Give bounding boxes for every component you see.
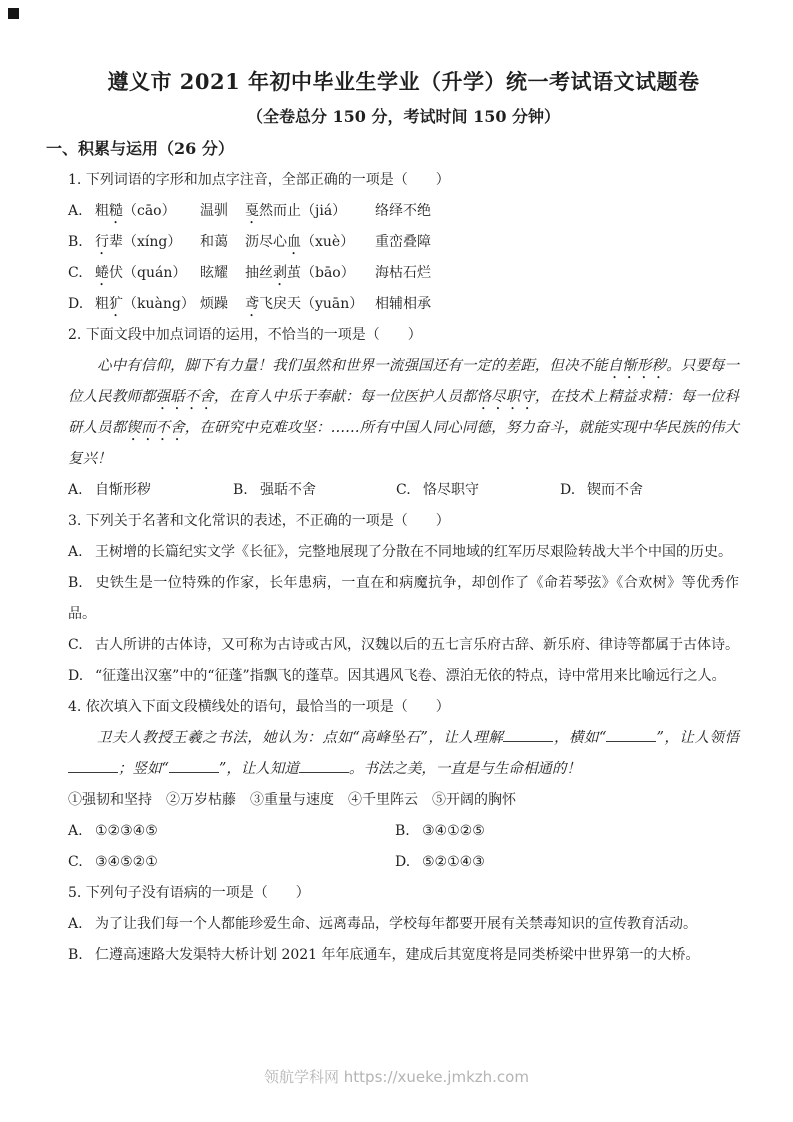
word-text: 抽丝	[245, 265, 273, 281]
option-label: D.	[68, 296, 84, 312]
option-text: 恪尽职守	[423, 482, 479, 498]
word	[245, 203, 346, 219]
q2-option	[560, 475, 739, 506]
word-text: （cāo）	[123, 203, 176, 219]
q3-option	[68, 661, 739, 692]
dotted-phrase: 自惭形秽	[607, 358, 667, 374]
passage-text: ；竖如“	[118, 761, 169, 777]
q1-word	[95, 196, 200, 227]
dotted-char: 犷	[109, 296, 123, 312]
q4-option	[68, 816, 395, 847]
option-label: A.	[68, 916, 83, 932]
dotted-phrase: 强聒不舍	[155, 389, 214, 405]
q1-word	[200, 258, 245, 289]
fill-in-blank	[503, 727, 553, 742]
dotted-char: 蜷	[95, 265, 109, 281]
passage-text: ，在研究中克难攻坚：……所有中国人同心同德，努力奋斗，就能实现中华民族的伟大复兴！	[68, 420, 740, 467]
option-label: B.	[68, 234, 83, 250]
q4-stem: 4. 依次填入下面文段横线处的语句，最恰当的一项是（ ）	[68, 699, 450, 715]
q5-option	[68, 940, 739, 971]
option-label: D.	[395, 854, 411, 870]
word	[95, 296, 195, 312]
q3-option	[68, 568, 739, 630]
page-subtitle: （全卷总分 150 分，考试时间 150 分钟）	[246, 107, 561, 126]
word-text: 辈（xíng）	[109, 234, 182, 250]
fill-in-blank	[169, 758, 219, 773]
option-label: C.	[396, 482, 411, 498]
q1-word	[95, 258, 200, 289]
word: 温驯	[200, 203, 228, 219]
q3-option	[68, 537, 739, 568]
dotted-char: 血	[287, 234, 301, 250]
option-text: 古人所讲的古体诗，又可称为古诗或古风，汉魏以后的五七言乐府古辞、新乐府、律诗等都属于古体诗。	[95, 637, 739, 653]
option-text: 为了让我们每一个人都能珍爱生命、远离毒品，学校每年都要开展有关禁毒知识的宣传教育活动。	[95, 916, 697, 932]
q4-passage	[68, 723, 739, 785]
q1-word	[200, 289, 245, 320]
option-label: B.	[68, 575, 83, 591]
q1-word	[245, 227, 375, 258]
watermark: 领航学科网 https://xueke.jmkzh.com	[264, 1068, 529, 1086]
dotted-char: 行	[95, 234, 109, 250]
q5-option	[68, 909, 739, 940]
corner-mark	[8, 8, 19, 19]
word	[245, 296, 363, 312]
option-text: ③④⑤②①	[95, 854, 158, 870]
q4-option	[395, 847, 739, 878]
q2-option	[396, 475, 560, 506]
word-text: （xuè）	[301, 234, 355, 250]
word-text: 粗	[95, 203, 109, 219]
q2-option	[68, 475, 233, 506]
q1-word	[245, 196, 375, 227]
passage-text: ，在技术上精益求精：每一位科研人员都	[68, 389, 740, 436]
word	[95, 234, 181, 250]
q3-stem: 3. 下列关于名著和文化常识的表述，不正确的一项是（ ）	[68, 513, 450, 529]
q1-word	[95, 227, 200, 258]
option-text: 仁遵高速路大发渠特大桥计划 2021 年年底通车，建成后其宽度将是同类桥梁中世界第一的大桥。	[95, 947, 700, 963]
q1-option-row	[68, 196, 739, 227]
word: 重峦叠障	[375, 234, 431, 250]
passage-text: 。只要每一位人民教师都	[68, 358, 740, 405]
q1-word	[375, 289, 739, 320]
option-text: ①②③④⑤	[95, 823, 158, 839]
section-heading: 一、积累与运用（26 分）	[46, 139, 234, 158]
q2-stem: 2. 下面文段中加点词语的运用，不恰当的一项是（ ）	[68, 327, 422, 343]
option-label: D.	[68, 668, 84, 684]
q4-choices: ①强韧和坚持 ②万岁枯藤 ③重量与速度 ④千里阵云 ⑤开阔的胸怀	[68, 792, 516, 808]
passage-text: 卫夫人教授王羲之书法，她认为：点如“高峰坠石”，让人理解	[97, 730, 504, 746]
q2-options	[68, 475, 739, 506]
q1-word	[375, 196, 739, 227]
dotted-char: 糙	[109, 203, 123, 219]
option-text: “征蓬出汉塞”中的“征蓬”指飘飞的蓬草。因其遇风飞卷、漂泊无依的特点，诗中常用来比喻远行之人。	[95, 668, 726, 684]
q1-option-row	[68, 258, 739, 289]
q1-option-row	[68, 289, 739, 320]
q5-options	[68, 909, 739, 971]
dotted-char: 剥	[273, 265, 287, 281]
option-text: 王树增的长篇纪实文学《长征》，完整地展现了分散在不同地域的红军历尽艰险转战大半个中国的历史。	[95, 544, 732, 560]
option-label: D.	[560, 482, 576, 498]
word: 海枯石烂	[375, 265, 431, 281]
word	[245, 265, 355, 281]
passage-text: ，在育人中乐于奉献：每一位医护人员都	[213, 389, 477, 405]
word-text: 飞戾天（yuān）	[259, 296, 364, 312]
option-label: A.	[68, 823, 83, 839]
passage-text: 心中有信仰，脚下有力量！我们虽然和世界一流强国还有一定的差距，但决不能	[97, 358, 608, 374]
q1-word	[200, 227, 245, 258]
option-label: C.	[68, 854, 83, 870]
q4-option	[395, 816, 739, 847]
fill-in-blank	[299, 758, 349, 773]
q4-option	[68, 847, 395, 878]
word: 烦躁	[200, 296, 228, 312]
option-text: 锲而不舍	[587, 482, 643, 498]
option-text: ③④①②⑤	[422, 823, 485, 839]
option-label: A.	[68, 544, 83, 560]
q1-word	[375, 227, 739, 258]
option-label: B.	[395, 823, 410, 839]
word-text: （kuàng）	[123, 296, 195, 312]
option-text: 史铁生是一位特殊的作家，长年患病，一直在和病魔抗争，却创作了《命若琴弦》《合欢树》等优秀作品。	[68, 575, 739, 622]
word	[95, 265, 186, 281]
passage-text: ”，让人知道	[218, 761, 299, 777]
option-label: A.	[68, 203, 83, 219]
q1-word	[245, 289, 375, 320]
word: 络绎不绝	[375, 203, 431, 219]
word-text: 伏（quán）	[109, 265, 187, 281]
q1-option-row	[68, 227, 739, 258]
dotted-char: 戛	[245, 203, 259, 219]
q5-stem: 5. 下列句子没有语病的一项是（ ）	[68, 885, 310, 901]
option-text: 自惭形秽	[95, 482, 151, 498]
dotted-phrase: 锲而不舍	[126, 420, 185, 436]
word	[245, 234, 354, 250]
dotted-char: 鸢	[245, 296, 259, 312]
word	[95, 203, 176, 219]
q1-options	[68, 196, 739, 320]
word: 和蔼	[200, 234, 228, 250]
q3-option	[68, 630, 739, 661]
q3-options	[68, 537, 739, 692]
word-text: 茧（bāo）	[287, 265, 355, 281]
q2-passage	[68, 351, 739, 475]
fill-in-blank	[606, 727, 656, 742]
option-text: 强聒不舍	[260, 482, 316, 498]
option-label: B.	[233, 482, 248, 498]
page-title: 遵义市 2021 年初中毕业生学业（升学）统一考试语文试题卷	[107, 69, 700, 94]
word: 相辅相承	[375, 296, 431, 312]
q1-word	[375, 258, 739, 289]
q1-stem: 1. 下列词语的字形和加点字注音，全部正确的一项是（ ）	[68, 172, 450, 188]
option-label: C.	[68, 265, 83, 281]
word: 眩耀	[200, 265, 228, 281]
fill-in-blank	[68, 758, 118, 773]
word-text: 沥尽心	[245, 234, 287, 250]
q2-option	[233, 475, 396, 506]
q1-word	[200, 196, 245, 227]
word-text: 然而止（jiá）	[259, 203, 347, 219]
word-text: 粗	[95, 296, 109, 312]
option-label: C.	[68, 637, 83, 653]
passage-text: 。书法之美，一直是与生命相通的！	[348, 761, 581, 777]
q1-word	[95, 289, 200, 320]
passage-text: ”，让人领悟	[656, 730, 739, 746]
option-text: ⑤②①④③	[422, 854, 485, 870]
dotted-phrase: 恪尽职守	[476, 389, 535, 405]
q4-option-grid	[68, 816, 739, 878]
option-label: A.	[68, 482, 83, 498]
option-label: B.	[68, 947, 83, 963]
q1-word	[245, 258, 375, 289]
passage-text: ，横如“	[553, 730, 607, 746]
